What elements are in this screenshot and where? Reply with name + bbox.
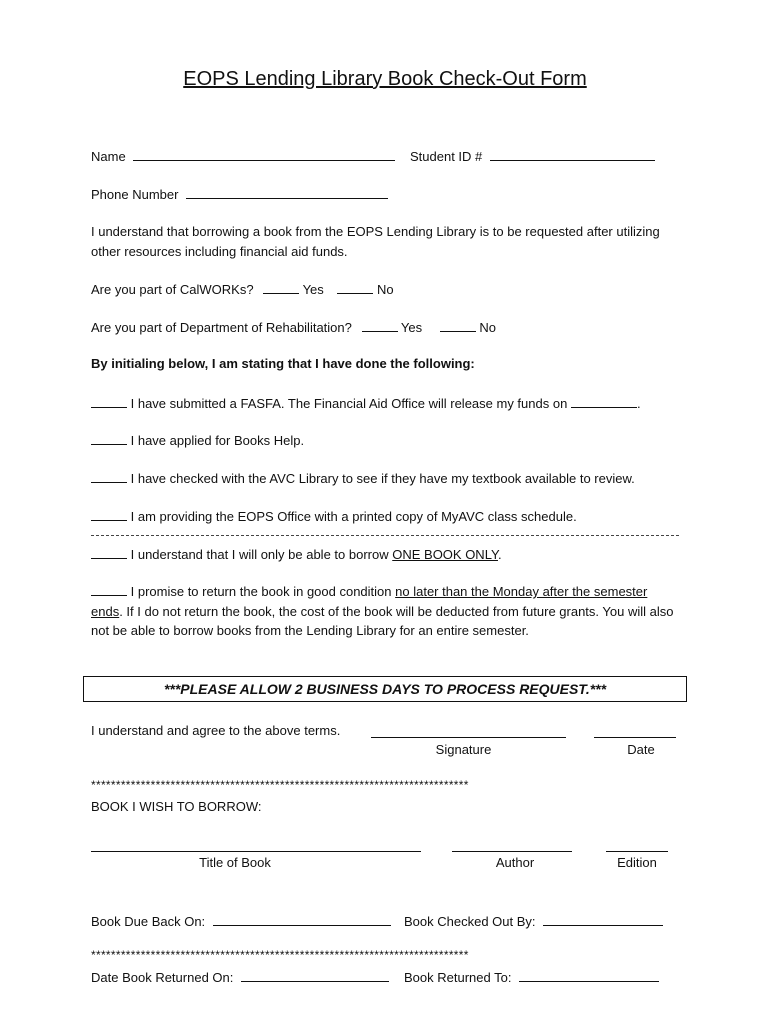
edition-caption: Edition bbox=[617, 855, 657, 870]
name-field bbox=[91, 147, 395, 164]
item-fasfa-text: I have submitted a FASFA. The Financial Aid Office will release my funds on bbox=[130, 396, 568, 411]
notice-box: ***PLEASE ALLOW 2 BUSINESS DAYS TO PROCESS REQUEST.*** bbox=[83, 676, 687, 702]
item-one-book-text: I understand that I will only be able to borrow bbox=[130, 547, 389, 562]
item-avc-library bbox=[91, 469, 635, 486]
one-book-emphasis: ONE BOOK ONLY bbox=[392, 547, 498, 562]
page-title: EOPS Lending Library Book Check-Out Form bbox=[183, 68, 587, 90]
divider-dashed bbox=[91, 535, 679, 536]
initial-line[interactable] bbox=[91, 582, 127, 596]
rehab-question bbox=[91, 318, 496, 335]
name-label: Name bbox=[91, 149, 126, 164]
item-books-help bbox=[91, 431, 304, 448]
returned-on-field bbox=[91, 968, 389, 985]
author-caption: Author bbox=[495, 855, 535, 870]
book-edition-line[interactable] bbox=[606, 838, 668, 852]
item-return bbox=[91, 582, 681, 641]
funds-date-line[interactable] bbox=[571, 394, 637, 408]
title-caption: Title of Book bbox=[199, 855, 271, 870]
signature-caption: Signature bbox=[435, 742, 492, 757]
initial-heading: By initialing below, I am stating that I have done the following: bbox=[91, 356, 475, 371]
due-back-label: Book Due Back On: bbox=[91, 914, 206, 929]
rehab-yes-line[interactable] bbox=[362, 318, 398, 332]
signature-line[interactable] bbox=[371, 724, 566, 738]
date-caption: Date bbox=[627, 742, 655, 757]
checked-out-by-line[interactable] bbox=[543, 912, 663, 926]
item-avc-library-text: I have checked with the AVC Library to see if they have my textbook available to review. bbox=[130, 471, 635, 486]
phone-label: Phone Number bbox=[91, 187, 179, 202]
phone-field bbox=[91, 185, 388, 202]
rehab-no-label: No bbox=[479, 320, 496, 335]
checked-out-by-field bbox=[404, 912, 663, 929]
initial-line[interactable] bbox=[91, 545, 127, 559]
item-return-prefix: I promise to return the book in good condition bbox=[130, 584, 392, 599]
calworks-question bbox=[91, 280, 394, 297]
rehab-no-line[interactable] bbox=[440, 318, 476, 332]
star-divider: **************************************************************************** bbox=[91, 948, 469, 962]
item-return-rest: . If I do not return the book, the cost of the book will be deducted from future grants. You will also not be able to borrow books from the Lending Library for an entire semester. bbox=[91, 603, 674, 638]
initial-line[interactable] bbox=[91, 469, 127, 483]
calworks-no-line[interactable] bbox=[337, 280, 373, 294]
agree-text: I understand and agree to the above terms. bbox=[91, 723, 341, 738]
item-books-help-text: I have applied for Books Help. bbox=[130, 433, 305, 448]
student-id-line[interactable] bbox=[490, 147, 655, 161]
name-line[interactable] bbox=[133, 147, 395, 161]
book-author-line[interactable] bbox=[452, 838, 572, 852]
student-id-label: Student ID # bbox=[410, 149, 483, 164]
returned-to-field bbox=[404, 968, 659, 985]
due-back-field bbox=[91, 912, 391, 929]
returned-to-line[interactable] bbox=[519, 968, 659, 982]
book-title-line[interactable] bbox=[91, 838, 421, 852]
item-schedule bbox=[91, 507, 577, 524]
return-deadline-emphasis: no later than the Monday after the semester ends bbox=[91, 584, 648, 619]
rehab-yes-label: Yes bbox=[400, 320, 423, 335]
rehab-text: Are you part of Department of Rehabilitation? bbox=[91, 320, 352, 335]
item-one-book: I understand that I will only be able to borrow ONE BOOK ONLY. bbox=[91, 545, 502, 562]
initial-line[interactable] bbox=[91, 507, 127, 521]
initial-line[interactable] bbox=[91, 431, 127, 445]
returned-to-label: Book Returned To: bbox=[404, 970, 512, 985]
date-line[interactable] bbox=[594, 724, 676, 738]
calworks-text: Are you part of CalWORKs? bbox=[91, 282, 254, 297]
item-schedule-text: I am providing the EOPS Office with a printed copy of MyAVC class schedule. bbox=[130, 509, 577, 524]
borrow-heading: BOOK I WISH TO BORROW: bbox=[91, 799, 262, 814]
calworks-yes-label: Yes bbox=[302, 282, 324, 297]
calworks-yes-line[interactable] bbox=[263, 280, 299, 294]
initial-line[interactable] bbox=[91, 394, 127, 408]
item-fasfa: I have submitted a FASFA. The Financial Aid Office will release my funds on . bbox=[91, 394, 641, 411]
due-back-line[interactable] bbox=[213, 912, 391, 926]
checked-out-by-label: Book Checked Out By: bbox=[404, 914, 536, 929]
star-divider: **************************************************************************** bbox=[91, 778, 469, 792]
phone-line[interactable] bbox=[186, 185, 388, 199]
student-id-field bbox=[410, 147, 655, 164]
returned-on-label: Date Book Returned On: bbox=[91, 970, 234, 985]
calworks-no-label: No bbox=[377, 282, 394, 297]
returned-on-line[interactable] bbox=[241, 968, 389, 982]
intro-paragraph: I understand that borrowing a book from the EOPS Lending Library is to be requested after utilizing other resources including financial aid funds. bbox=[91, 224, 660, 259]
